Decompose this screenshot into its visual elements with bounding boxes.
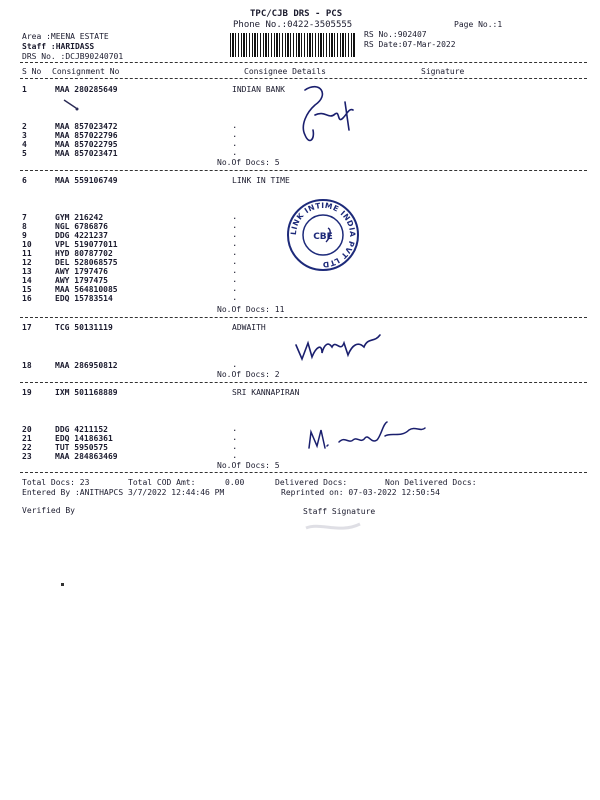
consignment-number: GYM 216242 bbox=[55, 213, 104, 222]
divider bbox=[20, 472, 587, 473]
speck bbox=[61, 583, 64, 586]
staff-signature-label: Staff Signature bbox=[303, 507, 376, 516]
consignee-name: SRI KANNAPIRAN bbox=[232, 388, 300, 397]
faint-stamp-mark bbox=[300, 512, 380, 542]
dot-marker: . bbox=[232, 266, 238, 276]
stamp-center-text: CBE bbox=[313, 232, 333, 242]
row-sno: 6 bbox=[22, 176, 27, 185]
row-sno: 4 bbox=[22, 140, 27, 149]
dot-marker: . bbox=[232, 424, 238, 434]
consignment-number: IXM 501168889 bbox=[55, 388, 118, 397]
consignee-name: ADWAITH bbox=[232, 323, 266, 332]
reprinted-on: Reprinted on: 07-03-2022 12:50:54 bbox=[281, 488, 440, 497]
row-sno: 8 bbox=[22, 222, 27, 231]
verified-by: Verified By bbox=[22, 506, 75, 515]
row-sno: 16 bbox=[22, 294, 32, 303]
consignment-number: TCG 50131119 bbox=[55, 323, 113, 332]
rs-number: RS No.:902407 bbox=[364, 30, 427, 39]
dot-marker: . bbox=[232, 230, 238, 240]
consignment-number: MAA 286950812 bbox=[55, 361, 118, 370]
dot-marker: . bbox=[232, 275, 238, 285]
row-sno: 15 bbox=[22, 285, 32, 294]
row-sno: 10 bbox=[22, 240, 32, 249]
phone-number: Phone No.:0422-3505555 bbox=[233, 20, 353, 30]
consignment-number: MAA 284863469 bbox=[55, 452, 118, 461]
row-sno: 13 bbox=[22, 267, 32, 276]
docs-count: No.Of Docs: 11 bbox=[217, 305, 285, 314]
consignment-number: MAA 564810085 bbox=[55, 285, 118, 294]
dot-marker: . bbox=[232, 221, 238, 231]
dot-marker: . bbox=[232, 257, 238, 267]
consignment-number: NGL 6786876 bbox=[55, 222, 108, 231]
docs-count: No.Of Docs: 5 bbox=[217, 461, 280, 470]
row-sno: 19 bbox=[22, 388, 32, 397]
dot-marker: . bbox=[232, 293, 238, 303]
company-stamp bbox=[286, 198, 360, 272]
consignee-name: INDIAN BANK bbox=[232, 85, 285, 94]
row-sno: 1 bbox=[22, 85, 27, 94]
signature-mark bbox=[305, 418, 430, 456]
consignment-number: DDG 4211152 bbox=[55, 425, 108, 434]
column-header-consignee: Consignee Details bbox=[244, 67, 326, 76]
divider bbox=[20, 62, 587, 63]
signature-mark bbox=[285, 80, 375, 160]
row-sno: 23 bbox=[22, 452, 32, 461]
divider bbox=[20, 78, 587, 79]
staff-label: Staff :HARIDASS bbox=[22, 42, 95, 51]
row-sno: 21 bbox=[22, 434, 32, 443]
docs-count: No.Of Docs: 5 bbox=[217, 158, 280, 167]
drs-number: DRS No. :DCJB90240701 bbox=[22, 52, 124, 61]
total-cod-value: 0.00 bbox=[225, 478, 245, 487]
dot-marker: . bbox=[232, 284, 238, 294]
divider bbox=[20, 382, 587, 383]
row-sno: 11 bbox=[22, 249, 32, 258]
row-sno: 5 bbox=[22, 149, 27, 158]
row-sno: 9 bbox=[22, 231, 27, 240]
dot-marker: . bbox=[232, 148, 238, 158]
dot-marker: . bbox=[232, 212, 238, 222]
row-sno: 17 bbox=[22, 323, 32, 332]
consignment-number: MAA 857023471 bbox=[55, 149, 118, 158]
consignment-number: EDQ 15783514 bbox=[55, 294, 113, 303]
consignment-number: MAA 857022795 bbox=[55, 140, 118, 149]
consignment-number: DEL 528068575 bbox=[55, 258, 118, 267]
consignment-number: MAA 857023472 bbox=[55, 122, 118, 131]
dot-marker: . bbox=[232, 248, 238, 258]
delivered-docs: Delivered Docs: bbox=[275, 478, 348, 487]
row-sno: 2 bbox=[22, 122, 27, 131]
divider bbox=[20, 170, 587, 171]
consignment-number: DDG 4221237 bbox=[55, 231, 108, 240]
column-header-consignment: Consignment No bbox=[52, 67, 120, 76]
consignment-number: MAA 857022796 bbox=[55, 131, 118, 140]
column-header-signature: Signature bbox=[421, 67, 465, 76]
report-title: TPC/CJB DRS - PCS bbox=[250, 9, 343, 19]
dot-marker: . bbox=[232, 451, 238, 461]
consignment-number: MAA 559106749 bbox=[55, 176, 118, 185]
dot-marker: . bbox=[232, 239, 238, 249]
page-number: Page No.:1 bbox=[454, 20, 503, 29]
signature-mark bbox=[292, 325, 392, 365]
total-docs: Total Docs: 23 bbox=[22, 478, 90, 487]
non-delivered-docs: Non Delivered Docs: bbox=[385, 478, 477, 487]
dot-marker: . bbox=[232, 139, 238, 149]
consignment-number: HYD 80787702 bbox=[55, 249, 113, 258]
consignee-name: LINK IN TIME bbox=[232, 176, 290, 185]
dot-marker: . bbox=[232, 130, 238, 140]
consignment-number: AWY 1797475 bbox=[55, 276, 108, 285]
dot-marker: . bbox=[232, 433, 238, 443]
total-cod-label: Total COD Amt: bbox=[128, 478, 196, 487]
row-sno: 7 bbox=[22, 213, 27, 222]
dot-marker: . bbox=[232, 442, 238, 452]
consignment-number: TUT 5950575 bbox=[55, 443, 108, 452]
dot-marker: . bbox=[232, 360, 238, 370]
area-label: Area :MEENA ESTATE bbox=[22, 32, 109, 41]
consignment-number: MAA 280285649 bbox=[55, 85, 118, 94]
consignment-number: VPL 519077011 bbox=[55, 240, 118, 249]
row-sno: 12 bbox=[22, 258, 32, 267]
row-sno: 20 bbox=[22, 425, 32, 434]
pen-mark bbox=[62, 98, 82, 112]
row-sno: 18 bbox=[22, 361, 32, 370]
docs-count: No.Of Docs: 2 bbox=[217, 370, 280, 379]
dot-marker: . bbox=[232, 121, 238, 131]
consignment-number: EDQ 14186361 bbox=[55, 434, 113, 443]
rs-date: RS Date:07-Mar-2022 bbox=[364, 40, 456, 49]
row-sno: 22 bbox=[22, 443, 32, 452]
consignment-number: AWY 1797476 bbox=[55, 267, 108, 276]
entered-by: Entered By :ANITHAPCS 3/7/2022 12:44:46 PM bbox=[22, 488, 225, 497]
row-sno: 3 bbox=[22, 131, 27, 140]
divider bbox=[20, 317, 587, 318]
stamp-ring-text: LINK INTIME INDIA PVT LTD bbox=[288, 200, 358, 270]
row-sno: 14 bbox=[22, 276, 32, 285]
column-header-sno: S No bbox=[22, 67, 42, 76]
barcode bbox=[230, 33, 355, 57]
